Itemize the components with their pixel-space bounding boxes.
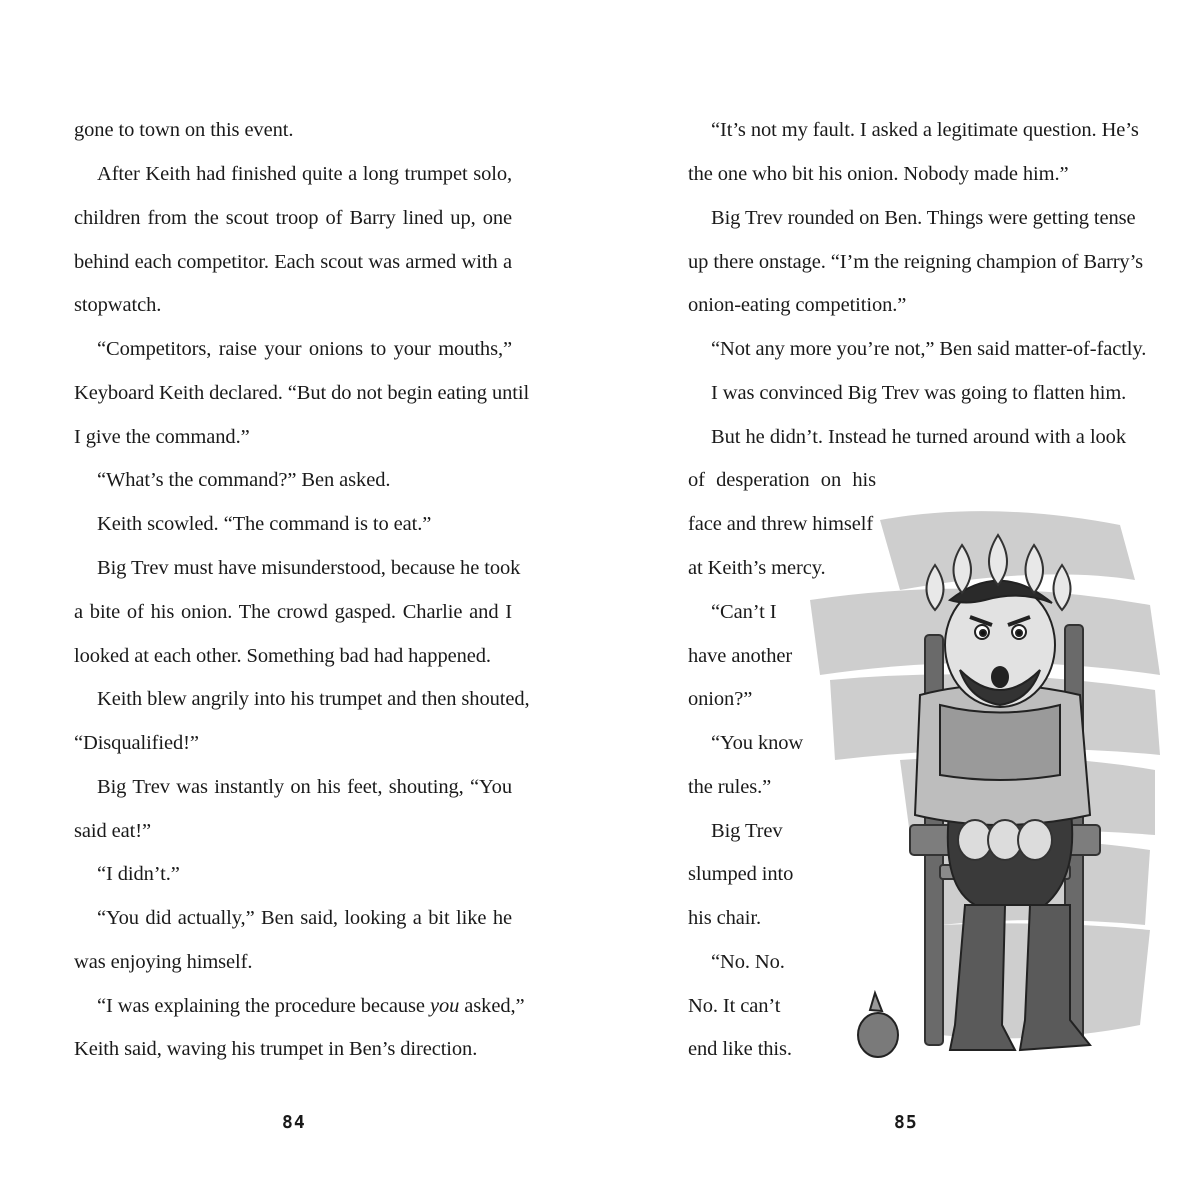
text-line: gone to town on this event. xyxy=(74,119,294,141)
text-line: Big Trev was instantly on his feet, shouting, “You xyxy=(97,776,512,798)
text-line: I was convinced Big Trev was going to flatten him. xyxy=(711,382,1127,404)
text-line: at Keith’s mercy. xyxy=(688,557,826,579)
text-line: Keith said, waving his trumpet in Ben’s direction. xyxy=(74,1038,478,1060)
text-line: “Not any more you’re not,” Ben said matter-of-factly. xyxy=(711,338,1147,360)
text-line: Big Trev rounded on Ben. Things were getting tense xyxy=(711,207,1136,229)
text-line: up there onstage. “I’m the reigning champion of Barry’s xyxy=(688,251,1144,273)
big-trev-slumped-in-chair-illustration xyxy=(790,505,1170,1065)
text-segment: “I was explaining the procedure because xyxy=(97,995,430,1017)
text-line: said eat!” xyxy=(74,820,151,842)
text-line: a bite of his onion. The crowd gasped. Charlie and I xyxy=(74,601,512,623)
text-line: “You did actually,” Ben said, looking a bit like he xyxy=(97,907,512,929)
text-line: looked at each other. Something bad had happened. xyxy=(74,645,491,667)
text-line: “Competitors, raise your onions to your mouths,” xyxy=(97,338,512,360)
text-line: the rules.” xyxy=(688,776,772,798)
text-line: No. It can’t xyxy=(688,995,781,1017)
onion-belt xyxy=(958,820,1052,860)
text-line: stopwatch. xyxy=(74,294,162,316)
text-line: face and threw himself xyxy=(688,513,874,535)
text-line: “It’s not my fault. I asked a legitimate question. He’s xyxy=(711,119,1139,141)
text-line: slumped into xyxy=(688,863,794,885)
text-line: “No. No. xyxy=(711,951,785,973)
text-line: “You know xyxy=(711,732,804,754)
text-segment: asked,” xyxy=(459,995,525,1017)
text-line: Big Trev xyxy=(711,820,783,842)
text-line: I give the command.” xyxy=(74,426,250,448)
page-number: 85 xyxy=(894,1112,918,1133)
text-line: Keith scowled. “The command is to eat.” xyxy=(97,513,432,535)
text-line: children from the scout troop of Barry lined up, one xyxy=(74,207,512,229)
text-line: have another xyxy=(688,645,793,667)
page-number: 84 xyxy=(282,1112,306,1133)
text-line: the one who bit his onion. Nobody made him.” xyxy=(688,163,1069,185)
text-line: “What’s the command?” Ben asked. xyxy=(97,469,391,491)
text-line: Keith blew angrily into his trumpet and then shouted, xyxy=(97,688,530,710)
emphasis-text: you xyxy=(429,995,460,1017)
text-line: was enjoying himself. xyxy=(74,951,253,973)
right-page xyxy=(600,0,1200,1200)
text-line: his chair. xyxy=(688,907,762,929)
text-line: “I didn’t.” xyxy=(97,863,180,885)
text-line xyxy=(97,993,525,1019)
text-line: Big Trev must have misunderstood, because he took xyxy=(97,557,521,579)
text-line: Keyboard Keith declared. “But do not begin eating until xyxy=(74,382,530,404)
bitten-onion xyxy=(858,993,898,1057)
text-line: onion?” xyxy=(688,688,753,710)
text-line: But he didn’t. Instead he turned around with a look xyxy=(711,426,1126,448)
text-line: “Can’t I xyxy=(711,601,777,623)
text-line: of desperation on his xyxy=(688,469,876,491)
text-line: onion-eating competition.” xyxy=(688,294,907,316)
text-line: “Disqualified!” xyxy=(74,732,199,754)
text-line: After Keith had finished quite a long trumpet solo, xyxy=(97,163,512,185)
text-line: end like this. xyxy=(688,1038,792,1060)
text-line: behind each competitor. Each scout was armed with a xyxy=(74,251,512,273)
